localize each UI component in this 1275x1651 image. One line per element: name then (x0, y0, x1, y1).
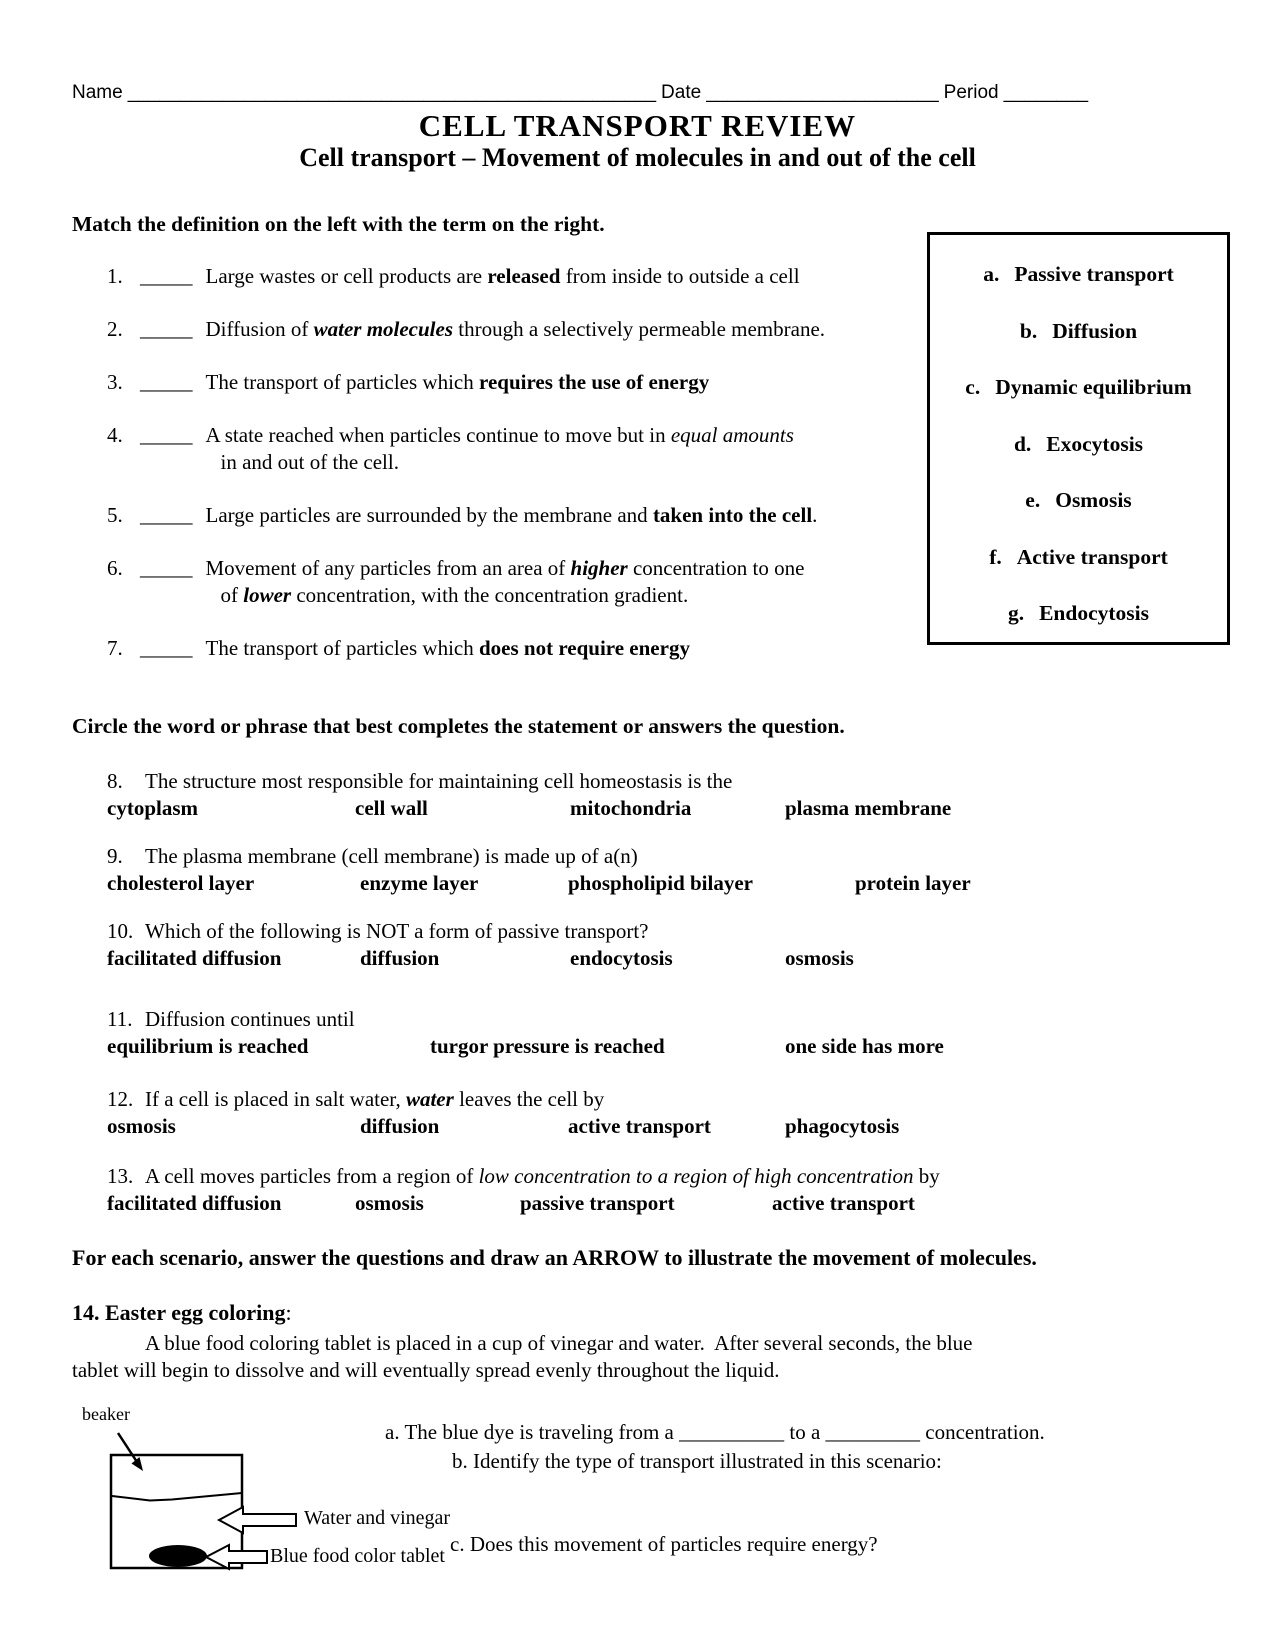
definition-line (221, 449, 920, 476)
term-letter: b. (1019, 318, 1038, 343)
text-segment: A state reached when particles continue to move but in (205, 423, 671, 447)
text-segment: by (913, 1164, 940, 1188)
answer-blank-low: _________ (825, 1420, 921, 1444)
text-segment: The transport of particles which (205, 370, 479, 394)
option-plasma-membrane: plasma membrane (785, 796, 952, 820)
question-stem (107, 1163, 1182, 1190)
question-number: 9. (107, 844, 123, 868)
quiz-question (107, 843, 1182, 897)
option-diffusion: diffusion (360, 1114, 440, 1138)
answer-blank-high: __________ (679, 1420, 785, 1444)
term-label: Exocytosis (1046, 431, 1144, 456)
item-number: 7. (107, 636, 123, 660)
options-row (107, 1190, 1182, 1217)
question-stem (107, 768, 1182, 795)
definition-line (206, 502, 920, 529)
question-14-heading (72, 1300, 292, 1326)
options-row (107, 870, 1182, 897)
option-active-transport: active transport (772, 1191, 915, 1215)
text-segment: . (812, 503, 818, 527)
tablet-label: Blue food color tablet (270, 1545, 445, 1567)
text-segment: released (487, 264, 561, 288)
text-segment: Movement of any particles from an area of (205, 556, 571, 580)
option-protein-layer: protein layer (855, 871, 971, 895)
answer-blank: _____ (140, 317, 193, 341)
option-diffusion: diffusion (360, 946, 440, 970)
name-label: Name (72, 82, 123, 103)
term-letter: f. (989, 544, 1002, 569)
text-segment: The plasma membrane (cell membrane) is made up of a(n) (145, 844, 638, 868)
definition-text (206, 316, 920, 343)
quiz-instruction: Circle the word or phrase that best completes the statement or answers the question. (72, 714, 845, 738)
text-segment: through a selectively permeable membrane. (453, 317, 826, 341)
text-segment: in and out of the cell. (220, 450, 399, 474)
option-turgor-pressure-is-reached: turgor pressure is reached (430, 1034, 665, 1058)
definition-line (206, 316, 920, 343)
definition-line (206, 635, 920, 662)
text-segment: The structure most responsible for maintaining cell homeostasis is the (145, 769, 733, 793)
option-osmosis: osmosis (107, 1114, 176, 1138)
beaker-pointer-arrowhead-icon (132, 1457, 144, 1471)
question-text (145, 918, 1182, 945)
beaker-label: beaker (82, 1404, 130, 1424)
question-14b: b. Identify the type of transport illustrated in this scenario: (452, 1449, 942, 1473)
text-segment: Which of the following is NOT a form of passive transport? (145, 919, 649, 943)
beaker-pointer-line (118, 1433, 137, 1462)
item-number: 5. (107, 503, 123, 527)
term-letter: a. (983, 262, 1000, 286)
option-facilitated-diffusion: facilitated diffusion (107, 946, 282, 970)
quiz-question (107, 1163, 1182, 1217)
term-item (930, 472, 1227, 529)
answer-blank: _____ (140, 264, 193, 288)
option-enzyme-layer: enzyme layer (360, 871, 479, 895)
question-14a-text: a. The blue dye is traveling from a (385, 1420, 680, 1444)
text-segment: water molecules (313, 317, 454, 341)
term-letter: c. (965, 375, 981, 399)
header-row (72, 82, 1172, 104)
text-segment: low concentration to a region of high concentration (478, 1164, 914, 1188)
term-item (930, 359, 1227, 416)
tablet-arrow-icon (206, 1545, 267, 1569)
option-one-side-has-more: one side has more (785, 1034, 944, 1058)
option-passive-transport: passive transport (520, 1191, 675, 1215)
scenario-paragraph-line2: tablet will begin to dissolve and will eventually spread evenly throughout the liquid. (72, 1358, 780, 1382)
item-number: 1. (107, 264, 123, 288)
date-blank: ______________________ (706, 82, 939, 103)
term-letter: d. (1013, 431, 1032, 456)
definition-line (206, 555, 920, 582)
option-cytoplasm: cytoplasm (107, 796, 198, 820)
water-vinegar-arrow-icon (219, 1507, 296, 1533)
quiz-question (107, 1006, 1182, 1060)
matching-item (107, 555, 919, 609)
quiz-question (107, 768, 1182, 822)
quiz-question (107, 1086, 1182, 1140)
question-text (145, 768, 1182, 795)
option-endocytosis: endocytosis (570, 946, 673, 970)
term-item (930, 585, 1227, 642)
definition-line (206, 369, 920, 396)
beaker-diagram (0, 1400, 500, 1610)
question-stem (107, 918, 1182, 945)
option-phospholipid-bilayer: phospholipid bilayer (568, 871, 753, 895)
answer-blank: _____ (140, 636, 193, 660)
water-surface-line (112, 1493, 242, 1501)
text-segment: concentration to one (627, 556, 805, 580)
question-14-title: 14. Easter egg coloring (72, 1300, 286, 1325)
definition-line (206, 263, 920, 290)
item-number: 3. (107, 370, 123, 394)
text-segment: of (220, 583, 244, 607)
text-segment: lower (243, 583, 292, 607)
terms-box (927, 232, 1230, 645)
matching-item (107, 369, 919, 396)
option-cholesterol-layer: cholesterol layer (107, 871, 255, 895)
term-item (930, 416, 1227, 473)
scenario-instruction: For each scenario, answer the questions and draw an ARROW to illustrate the movement of molecules. (72, 1245, 1037, 1270)
definition-text (206, 422, 920, 476)
item-number: 2. (107, 317, 123, 341)
text-segment: taken into the cell (652, 503, 813, 527)
text-segment: A cell moves particles from a region of (145, 1164, 479, 1188)
option-cell-wall: cell wall (355, 796, 428, 820)
date-label: Date (661, 82, 702, 103)
text-segment: requires the use of energy (479, 370, 710, 394)
definition-text (206, 502, 920, 529)
question-number: 11. (107, 1007, 133, 1031)
term-item (930, 246, 1227, 303)
page-subtitle: Cell transport – Movement of molecules in and out of the cell (299, 143, 976, 172)
definition-text (206, 369, 920, 396)
water-vinegar-label: Water and vinegar (304, 1507, 451, 1529)
question-text (145, 1006, 1182, 1033)
question-stem (107, 843, 1182, 870)
term-letter: g. (1007, 601, 1025, 625)
text-segment: equal amounts (670, 423, 794, 447)
question-14a-mid: to a (784, 1420, 826, 1444)
question-14-colon: : (285, 1300, 292, 1325)
definition-text (206, 263, 920, 290)
term-item (930, 303, 1227, 360)
quiz-list (107, 768, 1182, 1238)
option-active-transport: active transport (568, 1114, 711, 1138)
term-item (930, 529, 1227, 586)
matching-item (107, 502, 919, 529)
question-text (145, 843, 1182, 870)
options-row (107, 1033, 1182, 1060)
text-segment: leaves the cell by (453, 1087, 605, 1111)
name-blank: __________________________________________________ (127, 82, 657, 103)
tablet-ellipse (149, 1545, 207, 1567)
text-segment: water (405, 1087, 454, 1111)
term-letter: e. (1025, 488, 1041, 512)
matching-instruction: Match the definition on the left with the term on the right. (72, 212, 605, 236)
page-title: CELL TRANSPORT REVIEW (418, 108, 857, 143)
item-number: 4. (107, 423, 123, 447)
period-label: Period (943, 82, 999, 103)
term-label: Active transport (1016, 544, 1168, 569)
text-segment: If a cell is placed in salt water, (145, 1087, 406, 1111)
answer-blank: _____ (140, 370, 193, 394)
scenario-paragraph-line1: A blue food coloring tablet is placed in a cup of vinegar and water. After several seconds, the blue (145, 1331, 973, 1355)
answer-blank: _____ (140, 556, 193, 580)
options-row (107, 1113, 1182, 1140)
definition-text (206, 555, 920, 609)
matching-list (107, 263, 919, 688)
definition-text (206, 635, 920, 662)
text-segment: concentration, with the concentration gradient. (291, 583, 689, 607)
option-mitochondria: mitochondria (570, 796, 692, 820)
question-number: 8. (107, 769, 123, 793)
matching-item (107, 635, 919, 662)
question-text (145, 1086, 1182, 1113)
option-osmosis: osmosis (355, 1191, 424, 1215)
option-phagocytosis: phagocytosis (785, 1114, 900, 1138)
question-14a-end: concentration. (920, 1420, 1045, 1444)
definition-line (206, 422, 920, 449)
definition-line (221, 582, 920, 609)
question-text (145, 1163, 1182, 1190)
options-row (107, 945, 1182, 972)
term-label: Osmosis (1055, 488, 1132, 512)
term-label: Diffusion (1052, 318, 1138, 343)
options-row (107, 795, 1182, 822)
quiz-question (107, 918, 1182, 972)
question-number: 12. (107, 1087, 134, 1111)
term-label: Endocytosis (1039, 601, 1150, 625)
text-segment: The transport of particles which (205, 636, 479, 660)
answer-blank: _____ (140, 503, 193, 527)
option-osmosis: osmosis (785, 946, 854, 970)
answer-blank: _____ (140, 423, 193, 447)
text-segment: Large wastes or cell products are (205, 264, 488, 288)
question-stem (107, 1086, 1182, 1113)
option-facilitated-diffusion: facilitated diffusion (107, 1191, 282, 1215)
item-number: 6. (107, 556, 123, 580)
question-stem (107, 1006, 1182, 1033)
question-number: 10. (107, 919, 134, 943)
term-label: Passive transport (1014, 262, 1174, 286)
question-number: 13. (107, 1164, 134, 1188)
term-label: Dynamic equilibrium (995, 375, 1192, 399)
text-segment: Diffusion of (205, 317, 314, 341)
text-segment: Diffusion continues until (145, 1007, 355, 1031)
matching-item (107, 316, 919, 343)
text-segment: from inside to outside a cell (560, 264, 800, 288)
period-blank: ________ (1003, 82, 1089, 103)
text-segment: Large particles are surrounded by the membrane and (205, 503, 653, 527)
option-equilibrium-is-reached: equilibrium is reached (107, 1034, 309, 1058)
text-segment: does not require energy (479, 636, 690, 660)
text-segment: higher (570, 556, 628, 580)
matching-item (107, 422, 919, 476)
matching-item (107, 263, 919, 290)
question-14c: c. Does this movement of particles require energy? (450, 1532, 878, 1556)
